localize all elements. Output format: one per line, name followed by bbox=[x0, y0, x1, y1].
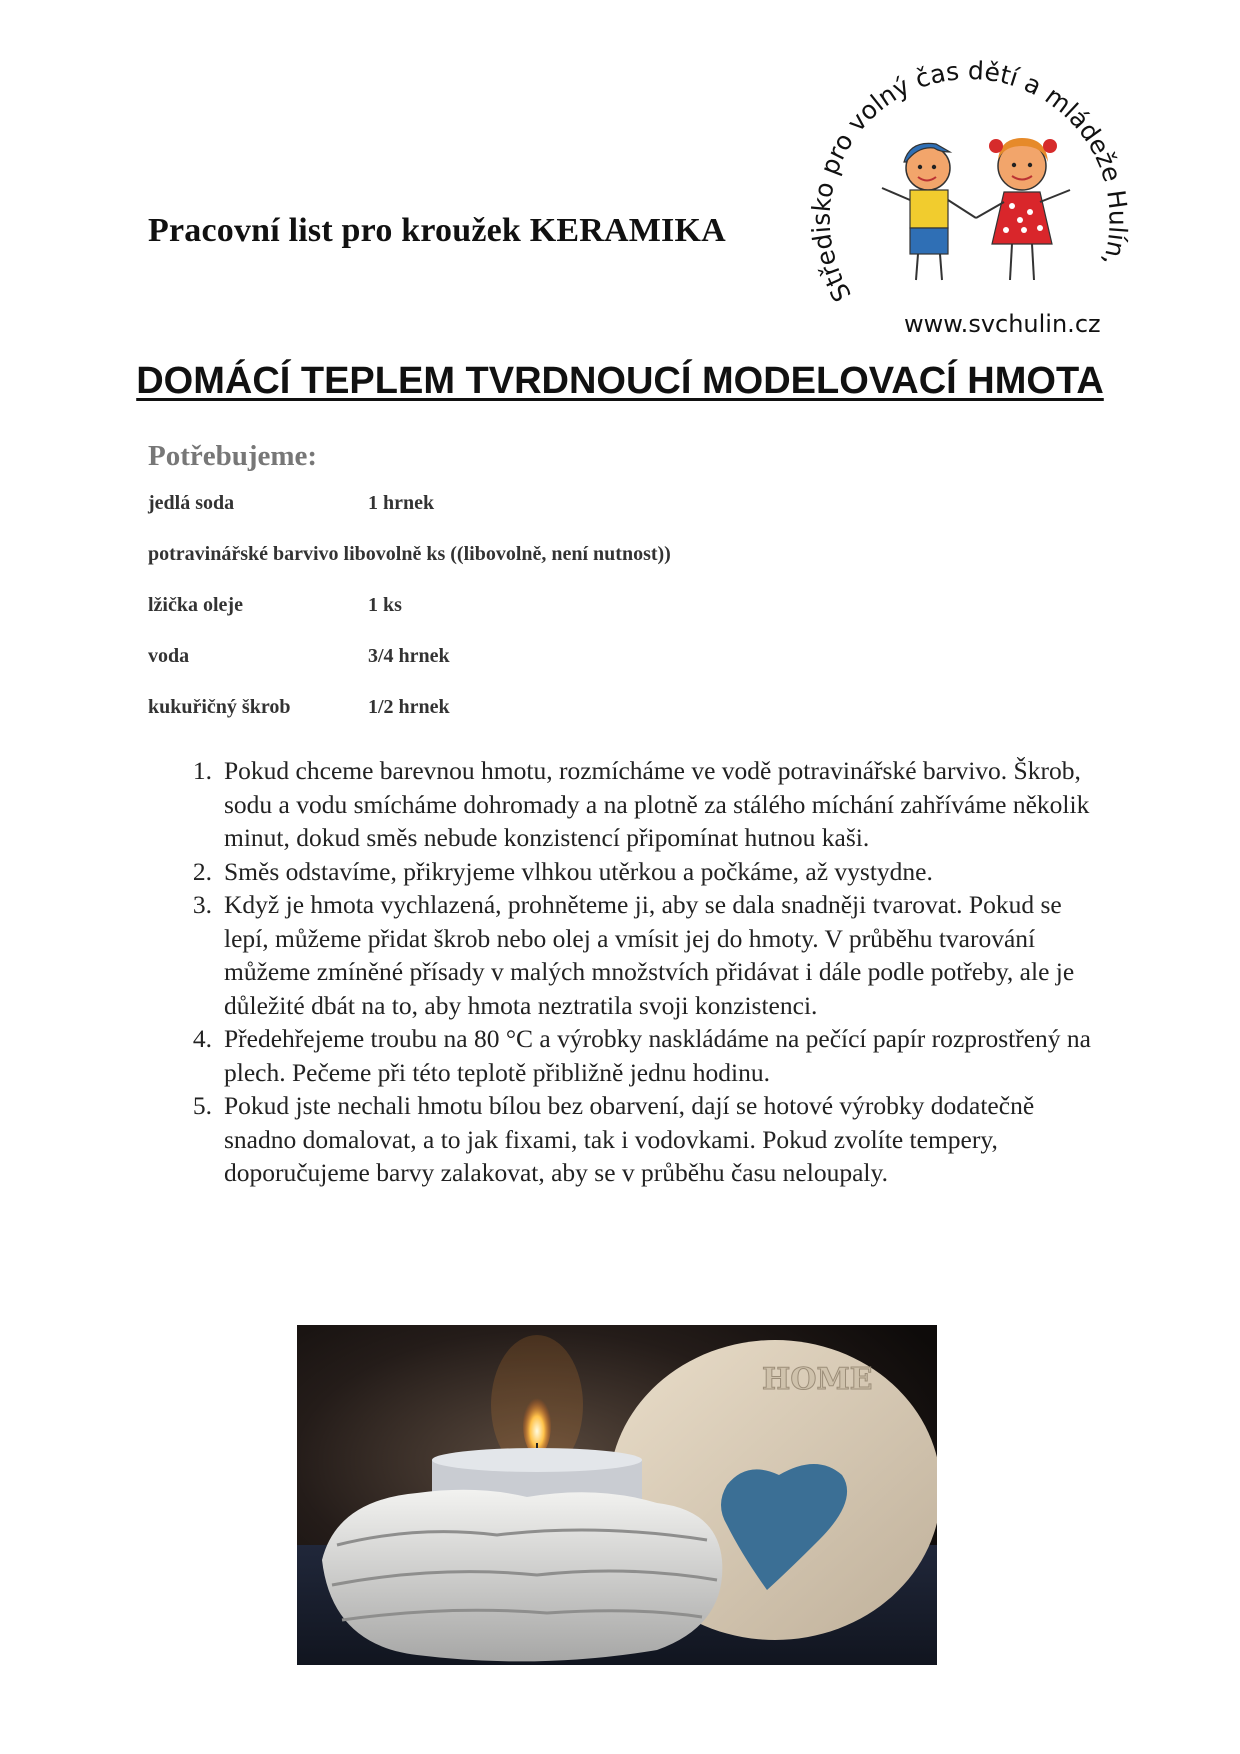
ingredient-quantity: 1 hrnek bbox=[368, 492, 435, 514]
ceramic-candle-holder bbox=[322, 1490, 722, 1662]
procedure-steps bbox=[172, 754, 1092, 1190]
procedure-step bbox=[172, 754, 1092, 855]
step-number: 1. bbox=[192, 756, 212, 785]
logo-arc-text: Středisko pro volný čas dětí a mládeže Hulín, bbox=[806, 55, 1133, 307]
ingredient-quantity: 3/4 hrnek bbox=[368, 645, 450, 667]
step-text: Předehřejeme troubu na 80 °C a výrobky naskládáme na pečící papír rozprostřený na plech. Pečeme při této teplotě přibližně jednu hodinu. bbox=[224, 1024, 1091, 1087]
procedure-step bbox=[172, 1089, 1092, 1190]
logo-graphic bbox=[800, 40, 1180, 340]
ingredient-name: lžička oleje bbox=[148, 594, 243, 616]
step-number: 5. bbox=[192, 1091, 212, 1120]
logo-url: www.svchulin.cz bbox=[904, 310, 1101, 338]
procedure-step bbox=[172, 1022, 1092, 1089]
procedure-step bbox=[172, 855, 1092, 889]
logo-girl-figure bbox=[976, 138, 1070, 280]
step-text: Pokud chceme barevnou hmotu, rozmícháme ve vodě potravinářské barvivo. Škrob, sodu a vodu smícháme dohromady a na plotně za stálého míchání zahříváme několik minut, dokud směs nebude konzistencí připomínat hutnou kaši. bbox=[224, 756, 1090, 852]
ingredient-quantity: 1 ks bbox=[368, 594, 402, 616]
logo-boy-figure bbox=[882, 143, 976, 280]
svc-hulin-logo bbox=[800, 40, 1180, 340]
main-title: DOMÁCÍ TEPLEM TVRDNOUCÍ MODELOVACÍ HMOTA bbox=[136, 360, 1104, 402]
worksheet-header-title: Pracovní list pro kroužek KERAMIKA bbox=[148, 212, 726, 249]
step-number: 4. bbox=[192, 1024, 212, 1053]
needs-heading: Potřebujeme: bbox=[148, 440, 318, 472]
ceramic-products-photo bbox=[297, 1325, 937, 1665]
ingredient-name: jedlá soda bbox=[148, 492, 235, 514]
step-text: Pokud jste nechali hmotu bílou bez obarvení, dají se hotové výrobky dodatečně snadno domalovat, a to jak fixami, tak i vodovkami. Pokud zvolíte tempery, doporučujeme barvy zalakovat, aby se v průběhu času neloupaly. bbox=[224, 1091, 1035, 1187]
step-number: 3. bbox=[192, 890, 212, 919]
ingredient-quantity: 1/2 hrnek bbox=[368, 696, 450, 718]
plaque-engraving: HOME bbox=[762, 1362, 873, 1397]
ingredient-name: potravinářské barvivo libovolně ks ((libovolně, není nutnost)) bbox=[148, 543, 671, 565]
procedure-step bbox=[172, 888, 1092, 1022]
ingredient-name: voda bbox=[148, 645, 190, 667]
step-text: Směs odstavíme, přikryjeme vlhkou utěrkou a počkáme, až vystydne. bbox=[224, 856, 933, 886]
step-number: 2. bbox=[192, 856, 212, 886]
photo-illustration bbox=[297, 1325, 937, 1665]
ingredient-name: kukuřičný škrob bbox=[148, 696, 291, 718]
step-text: Když je hmota vychlazená, prohněteme ji, aby se dala snadněji tvarovat. Pokud se lepí, můžeme přidat škrob nebo olej a vmísit jej do hmoty. V průběhu tvarování můžeme zmíněné přísady v malých množstvích přidávat i dále podle potřeby, ale je důležité dbát na to, aby hmota neztratila svoji konzistenci. bbox=[224, 890, 1075, 1020]
